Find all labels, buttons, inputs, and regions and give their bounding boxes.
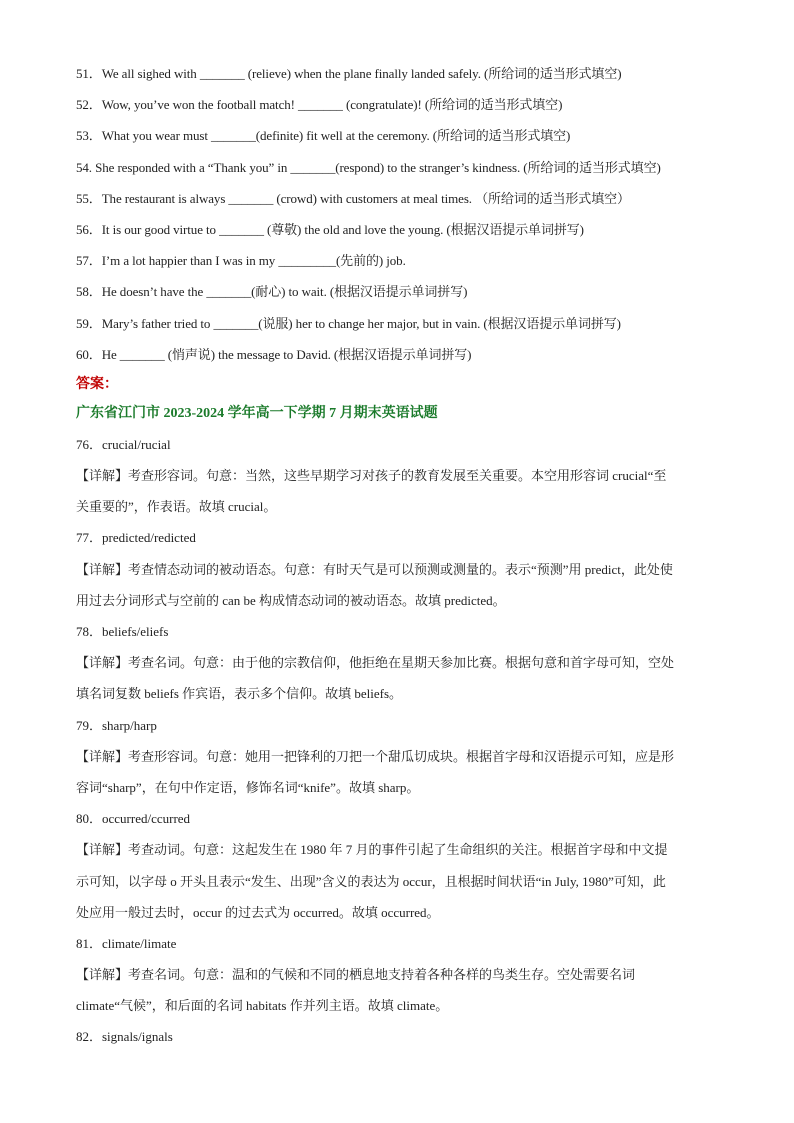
answer-head: 80．occurred/ccurred [76,811,191,827]
answer-head: 79．sharp/harp [76,717,157,733]
answer-detail [76,959,734,1021]
detail-line: 示可知，以字母 o 开头且表示“发生、出现”含义的表达为 occur，且根据时间状语“in July, 1980”可知，此 [76,873,666,889]
answer-detail [76,554,734,616]
detail-line: 【详解】考查名词。句意：由于他的宗教信仰，他拒绝在星期天参加比赛。根据句意和首字母可知，空处 [76,655,675,671]
answer-head: 78．beliefs/eliefs [76,624,169,639]
detail-line: 【详解】考查情态动词的被动语态。句意：有时天气是可以预测或测量的。表示“预测”用 predict，此处使 [76,561,673,577]
answer-detail [76,834,734,928]
detail-line: 处应用一般过去时，occur 的过去式为 occurred。故填 occurred。 [76,904,440,920]
question-item: 54. She responded with a “Thank you” in _______(respond) to the stranger’s kindness. (所给词的适当形式填空) [76,159,661,175]
answer-head: 82．signals/ignals [76,1029,173,1045]
detail-line: 【详解】考查形容词。句意：她用一把锋利的刀把一个甜瓜切成块。根据首字母和汉语提示可知，应是形 [76,748,675,764]
question-item: 53．What you wear must _______(definite) fit well at the ceremony. (所给词的适当形式填空) [76,128,571,144]
detail-line: 填名词复数 beliefs 作宾语，表示多个信仰。故填 beliefs。 [76,686,403,702]
detail-line: climate“气候”，和后面的名词 habitats 作并列主语。故填 climate。 [76,998,449,1014]
answer-detail [76,741,734,803]
detail-line: 【详解】考查动词。句意：这起发生在 1980 年 7 月的事件引起了生命组织的关注。根据首字母和中文提 [76,842,668,858]
detail-line: 【详解】考查形容词。句意：当然，这些早期学习对孩子的教育发展至关重要。本空用形容词 crucial“至 [76,468,667,484]
question-item: 58．He doesn’t have the _______(耐心) to wait. (根据汉语提示单词拼写) [76,284,468,300]
question-item: 55．The restaurant is always _______ (crowd) with customers at meal times. （所给词的适当形式填空） [76,190,630,206]
question-item: 60．He _______ (悄声说) the message to David. (根据汉语提示单词拼写) [76,346,472,362]
answer-head: 76．crucial/rucial [76,436,171,452]
detail-line: 用过去分词形式与空前的 can be 构成情态动词的被动语态。故填 predicted。 [76,592,506,608]
answer-head: 77．predicted/redicted [76,530,196,546]
detail-line: 【详解】考查名词。句意：温和的气候和不同的栖息地支持着各种各样的鸟类生存。空处需要名词 [76,967,636,983]
source-title: 广东省江门市 2023-2024 学年高一下学期 7 月期末英语试题 [76,405,438,421]
question-item: 56．It is our good virtue to _______ (尊敬) the old and love the young. (根据汉语提示单词拼写) [76,221,584,237]
question-item: 51．We all sighed with _______ (relieve) when the plane finally landed safely. (所给词的适当形式填空) [76,66,622,81]
answer-detail [76,647,734,709]
answer-label: 答案： [76,375,118,392]
answer-head: 81．climate/limate [76,935,177,951]
question-item: 57．I’m a lot happier than I was in my _________(先前的) job. [76,253,406,269]
question-list [76,58,734,370]
question-item: 52．Wow, you’ve won the football match! _______ (congratulate)! (所给词的适当形式填空) [76,97,563,113]
detail-line: 关重要的”，作表语。故填 crucial。 [76,499,277,515]
question-item: 59．Mary’s father tried to _______(说服) her to change her major, but in vain. (根据汉语提示单词拼写) [76,315,621,331]
detail-line: 容词“sharp”，在句中作定语，修饰名词“knife”。故填 sharp。 [76,779,420,795]
answer-detail [76,460,734,522]
answer-list [76,429,734,1053]
